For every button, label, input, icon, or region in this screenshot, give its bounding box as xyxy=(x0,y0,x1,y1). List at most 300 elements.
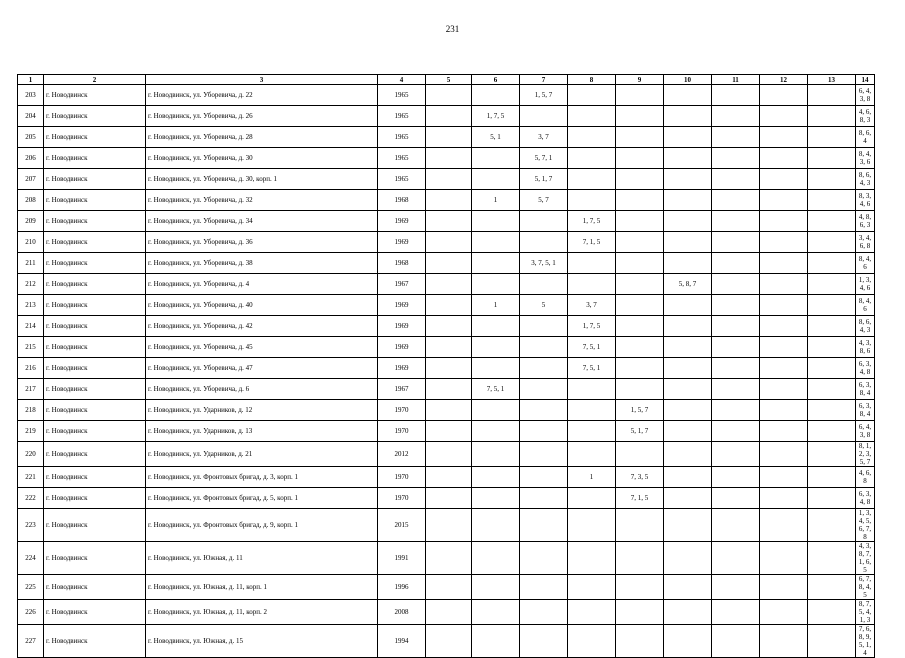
column-number-header-row xyxy=(18,75,875,85)
col12-cell xyxy=(760,379,808,400)
col12-cell xyxy=(760,295,808,316)
col8-cell xyxy=(568,253,616,274)
col8-cell: 7, 1, 5 xyxy=(568,232,616,253)
col11-cell xyxy=(712,106,760,127)
row-number: 220 xyxy=(18,442,44,467)
col11-cell xyxy=(712,442,760,467)
col10-cell xyxy=(664,421,712,442)
col6-cell xyxy=(472,400,520,421)
year-cell: 1965 xyxy=(378,106,426,127)
col11-cell xyxy=(712,509,760,542)
col8-cell: 1, 7, 5 xyxy=(568,211,616,232)
col12-cell xyxy=(760,400,808,421)
col9-cell xyxy=(616,106,664,127)
col11-cell xyxy=(712,85,760,106)
col6-cell xyxy=(472,148,520,169)
col12-cell xyxy=(760,169,808,190)
col9-cell xyxy=(616,85,664,106)
col12-cell xyxy=(760,509,808,542)
col7-cell xyxy=(520,421,568,442)
col13-cell xyxy=(808,625,856,658)
housing-register-table xyxy=(17,74,875,658)
col5-cell xyxy=(426,509,472,542)
col9-cell xyxy=(616,337,664,358)
col10-cell xyxy=(664,488,712,509)
city-cell: г. Новодвинск xyxy=(44,600,146,625)
col9-cell xyxy=(616,575,664,600)
col6-cell: 1 xyxy=(472,190,520,211)
table-row xyxy=(18,509,875,542)
col11-cell xyxy=(712,295,760,316)
col11-cell xyxy=(712,379,760,400)
address-cell: г. Новодвинск, ул. Ударников, д. 12 xyxy=(146,400,378,421)
year-cell: 1969 xyxy=(378,358,426,379)
city-cell: г. Новодвинск xyxy=(44,509,146,542)
city-cell: г. Новодвинск xyxy=(44,358,146,379)
col14-cell: 8, 6, 4, 3 xyxy=(856,316,875,337)
col14-cell: 8, 6, 4, 3 xyxy=(856,169,875,190)
year-cell: 1967 xyxy=(378,274,426,295)
col5-cell xyxy=(426,232,472,253)
column-header-4: 4 xyxy=(378,75,426,85)
city-cell: г. Новодвинск xyxy=(44,337,146,358)
address-cell: г. Новодвинск, ул. Уборевича, д. 47 xyxy=(146,358,378,379)
col13-cell xyxy=(808,488,856,509)
col13-cell xyxy=(808,337,856,358)
year-cell: 1970 xyxy=(378,488,426,509)
col14-cell: 8, 4, 6 xyxy=(856,253,875,274)
col5-cell xyxy=(426,379,472,400)
table-row xyxy=(18,253,875,274)
col8-cell xyxy=(568,190,616,211)
col11-cell xyxy=(712,127,760,148)
city-cell: г. Новодвинск xyxy=(44,85,146,106)
row-number: 211 xyxy=(18,253,44,274)
col14-cell: 6, 7, 8, 4, 5 xyxy=(856,575,875,600)
col11-cell xyxy=(712,600,760,625)
col5-cell xyxy=(426,442,472,467)
col7-cell xyxy=(520,337,568,358)
col10-cell xyxy=(664,542,712,575)
col11-cell xyxy=(712,467,760,488)
col6-cell: 1 xyxy=(472,295,520,316)
city-cell: г. Новодвинск xyxy=(44,169,146,190)
col13-cell xyxy=(808,379,856,400)
year-cell: 1968 xyxy=(378,253,426,274)
table-row xyxy=(18,542,875,575)
col13-cell xyxy=(808,509,856,542)
col8-cell xyxy=(568,127,616,148)
col14-cell: 6, 3, 4, 8 xyxy=(856,488,875,509)
row-number: 219 xyxy=(18,421,44,442)
table-row xyxy=(18,85,875,106)
col7-cell: 5 xyxy=(520,295,568,316)
col9-cell xyxy=(616,211,664,232)
table-row xyxy=(18,127,875,148)
col5-cell xyxy=(426,85,472,106)
col12-cell xyxy=(760,337,808,358)
col13-cell xyxy=(808,442,856,467)
city-cell: г. Новодвинск xyxy=(44,190,146,211)
year-cell: 1970 xyxy=(378,467,426,488)
table-row xyxy=(18,148,875,169)
col12-cell xyxy=(760,190,808,211)
year-cell: 1965 xyxy=(378,169,426,190)
col8-cell xyxy=(568,442,616,467)
col6-cell xyxy=(472,542,520,575)
year-cell: 1996 xyxy=(378,575,426,600)
column-header-13: 13 xyxy=(808,75,856,85)
col9-cell: 7, 3, 5 xyxy=(616,467,664,488)
address-cell: г. Новодвинск, ул. Южная, д. 11 xyxy=(146,542,378,575)
col6-cell xyxy=(472,274,520,295)
col10-cell xyxy=(664,253,712,274)
row-number: 225 xyxy=(18,575,44,600)
col6-cell: 7, 5, 1 xyxy=(472,379,520,400)
row-number: 207 xyxy=(18,169,44,190)
col13-cell xyxy=(808,190,856,211)
col8-cell xyxy=(568,509,616,542)
col9-cell xyxy=(616,379,664,400)
col5-cell xyxy=(426,316,472,337)
col9-cell xyxy=(616,509,664,542)
table-row xyxy=(18,467,875,488)
table-row xyxy=(18,379,875,400)
city-cell: г. Новодвинск xyxy=(44,625,146,658)
col10-cell xyxy=(664,358,712,379)
table-row xyxy=(18,400,875,421)
col10-cell xyxy=(664,148,712,169)
col5-cell xyxy=(426,169,472,190)
year-cell: 1969 xyxy=(378,211,426,232)
column-header-14: 14 xyxy=(856,75,875,85)
col11-cell xyxy=(712,232,760,253)
address-cell: г. Новодвинск, ул. Уборевича, д. 40 xyxy=(146,295,378,316)
col6-cell xyxy=(472,467,520,488)
col5-cell xyxy=(426,625,472,658)
col12-cell xyxy=(760,148,808,169)
col11-cell xyxy=(712,488,760,509)
col13-cell xyxy=(808,421,856,442)
col9-cell: 1, 5, 7 xyxy=(616,400,664,421)
col14-cell: 6, 3, 8, 4 xyxy=(856,379,875,400)
row-number: 222 xyxy=(18,488,44,509)
col5-cell xyxy=(426,148,472,169)
col6-cell xyxy=(472,232,520,253)
col12-cell xyxy=(760,600,808,625)
row-number: 217 xyxy=(18,379,44,400)
col7-cell: 5, 7 xyxy=(520,190,568,211)
col8-cell xyxy=(568,169,616,190)
table-row xyxy=(18,190,875,211)
col10-cell xyxy=(664,379,712,400)
col8-cell xyxy=(568,85,616,106)
col6-cell xyxy=(472,509,520,542)
address-cell: г. Новодвинск, ул. Уборевича, д. 45 xyxy=(146,337,378,358)
address-cell: г. Новодвинск, ул. Ударников, д. 21 xyxy=(146,442,378,467)
row-number: 223 xyxy=(18,509,44,542)
address-cell: г. Новодвинск, ул. Уборевича, д. 4 xyxy=(146,274,378,295)
year-cell: 1970 xyxy=(378,421,426,442)
table-row xyxy=(18,232,875,253)
table-row xyxy=(18,337,875,358)
col8-cell xyxy=(568,421,616,442)
row-number: 226 xyxy=(18,600,44,625)
col11-cell xyxy=(712,542,760,575)
year-cell: 2015 xyxy=(378,509,426,542)
col7-cell xyxy=(520,400,568,421)
col11-cell xyxy=(712,148,760,169)
col7-cell xyxy=(520,542,568,575)
col14-cell: 8, 6, 4 xyxy=(856,127,875,148)
col7-cell xyxy=(520,442,568,467)
row-number: 227 xyxy=(18,625,44,658)
row-number: 216 xyxy=(18,358,44,379)
col13-cell xyxy=(808,467,856,488)
col6-cell: 5, 1 xyxy=(472,127,520,148)
col6-cell xyxy=(472,358,520,379)
col10-cell xyxy=(664,442,712,467)
col9-cell xyxy=(616,274,664,295)
col12-cell xyxy=(760,467,808,488)
col8-cell xyxy=(568,600,616,625)
year-cell: 1991 xyxy=(378,542,426,575)
column-header-6: 6 xyxy=(472,75,520,85)
col7-cell xyxy=(520,316,568,337)
table-row xyxy=(18,625,875,658)
col10-cell xyxy=(664,190,712,211)
col8-cell xyxy=(568,106,616,127)
address-cell: г. Новодвинск, ул. Фронтовых бригад, д. 9, корп. 1 xyxy=(146,509,378,542)
city-cell: г. Новодвинск xyxy=(44,442,146,467)
address-cell: г. Новодвинск, ул. Фронтовых бригад, д. 5, корп. 1 xyxy=(146,488,378,509)
col9-cell: 5, 1, 7 xyxy=(616,421,664,442)
col11-cell xyxy=(712,253,760,274)
page-number: 231 xyxy=(445,24,460,34)
col6-cell xyxy=(472,253,520,274)
col6-cell xyxy=(472,337,520,358)
col6-cell xyxy=(472,625,520,658)
address-cell: г. Новодвинск, ул. Уборевича, д. 32 xyxy=(146,190,378,211)
city-cell: г. Новодвинск xyxy=(44,211,146,232)
col9-cell xyxy=(616,232,664,253)
col13-cell xyxy=(808,295,856,316)
col8-cell xyxy=(568,379,616,400)
col14-cell: 8, 3, 4, 6 xyxy=(856,190,875,211)
row-number: 205 xyxy=(18,127,44,148)
column-header-10: 10 xyxy=(664,75,712,85)
col12-cell xyxy=(760,488,808,509)
row-number: 212 xyxy=(18,274,44,295)
address-cell: г. Новодвинск, ул. Уборевича, д. 36 xyxy=(146,232,378,253)
col11-cell xyxy=(712,169,760,190)
address-cell: г. Новодвинск, ул. Уборевича, д. 42 xyxy=(146,316,378,337)
col6-cell xyxy=(472,575,520,600)
table-row xyxy=(18,106,875,127)
address-cell: г. Новодвинск, ул. Уборевича, д. 26 xyxy=(146,106,378,127)
col13-cell xyxy=(808,600,856,625)
column-header-12: 12 xyxy=(760,75,808,85)
column-header-2: 2 xyxy=(44,75,146,85)
table-row xyxy=(18,274,875,295)
row-number: 213 xyxy=(18,295,44,316)
year-cell: 2008 xyxy=(378,600,426,625)
col9-cell xyxy=(616,358,664,379)
col7-cell: 1, 5, 7 xyxy=(520,85,568,106)
row-number: 206 xyxy=(18,148,44,169)
col6-cell xyxy=(472,211,520,232)
col12-cell xyxy=(760,421,808,442)
year-cell: 1969 xyxy=(378,232,426,253)
year-cell: 1969 xyxy=(378,337,426,358)
col7-cell xyxy=(520,600,568,625)
year-cell: 1965 xyxy=(378,85,426,106)
col14-cell: 1, 3, 4, 6 xyxy=(856,274,875,295)
address-cell: г. Новодвинск, ул. Уборевича, д. 30 xyxy=(146,148,378,169)
col14-cell: 4, 6, 8 xyxy=(856,467,875,488)
row-number: 214 xyxy=(18,316,44,337)
row-number: 218 xyxy=(18,400,44,421)
row-number: 208 xyxy=(18,190,44,211)
city-cell: г. Новодвинск xyxy=(44,127,146,148)
col14-cell: 8, 1, 2, 3, 5, 7 xyxy=(856,442,875,467)
year-cell: 1994 xyxy=(378,625,426,658)
col10-cell xyxy=(664,600,712,625)
col5-cell xyxy=(426,127,472,148)
city-cell: г. Новодвинск xyxy=(44,379,146,400)
row-number: 215 xyxy=(18,337,44,358)
col7-cell xyxy=(520,232,568,253)
col14-cell: 4, 3, 8, 7, 1, 6, 5 xyxy=(856,542,875,575)
address-cell: г. Новодвинск, ул. Уборевича, д. 30, корп. 1 xyxy=(146,169,378,190)
row-number: 203 xyxy=(18,85,44,106)
col7-cell xyxy=(520,274,568,295)
row-number: 221 xyxy=(18,467,44,488)
col7-cell xyxy=(520,625,568,658)
col9-cell xyxy=(616,190,664,211)
col13-cell xyxy=(808,316,856,337)
col5-cell xyxy=(426,488,472,509)
address-cell: г. Новодвинск, ул. Южная, д. 15 xyxy=(146,625,378,658)
col10-cell xyxy=(664,127,712,148)
col14-cell: 4, 8, 6, 3 xyxy=(856,211,875,232)
col14-cell: 7, 6, 8, 9, 5, 1, 4 xyxy=(856,625,875,658)
col13-cell xyxy=(808,400,856,421)
col11-cell xyxy=(712,625,760,658)
col14-cell: 4, 6, 8, 3 xyxy=(856,106,875,127)
col10-cell xyxy=(664,467,712,488)
col12-cell xyxy=(760,274,808,295)
col10-cell xyxy=(664,400,712,421)
col10-cell xyxy=(664,232,712,253)
year-cell: 1967 xyxy=(378,379,426,400)
address-cell: г. Новодвинск, ул. Уборевича, д. 6 xyxy=(146,379,378,400)
col8-cell: 1, 7, 5 xyxy=(568,316,616,337)
column-header-9: 9 xyxy=(616,75,664,85)
col7-cell xyxy=(520,488,568,509)
column-header-3: 3 xyxy=(146,75,378,85)
col12-cell xyxy=(760,316,808,337)
col14-cell: 6, 3, 8, 4 xyxy=(856,400,875,421)
col9-cell xyxy=(616,148,664,169)
col5-cell xyxy=(426,295,472,316)
column-header-5: 5 xyxy=(426,75,472,85)
city-cell: г. Новодвинск xyxy=(44,232,146,253)
col14-cell: 8, 7, 5, 4, 1, 3 xyxy=(856,600,875,625)
table-row xyxy=(18,169,875,190)
col11-cell xyxy=(712,400,760,421)
col11-cell xyxy=(712,211,760,232)
col13-cell xyxy=(808,148,856,169)
column-header-7: 7 xyxy=(520,75,568,85)
col6-cell: 1, 7, 5 xyxy=(472,106,520,127)
year-cell: 1970 xyxy=(378,400,426,421)
row-number: 210 xyxy=(18,232,44,253)
col10-cell xyxy=(664,509,712,542)
col11-cell xyxy=(712,421,760,442)
col5-cell xyxy=(426,337,472,358)
row-number: 209 xyxy=(18,211,44,232)
col8-cell xyxy=(568,488,616,509)
col7-cell xyxy=(520,509,568,542)
col9-cell xyxy=(616,127,664,148)
city-cell: г. Новодвинск xyxy=(44,316,146,337)
column-header-8: 8 xyxy=(568,75,616,85)
col12-cell xyxy=(760,253,808,274)
address-cell: г. Новодвинск, ул. Фронтовых бригад, д. 3, корп. 1 xyxy=(146,467,378,488)
col10-cell xyxy=(664,169,712,190)
col12-cell xyxy=(760,127,808,148)
col14-cell: 8, 4, 3, 6 xyxy=(856,148,875,169)
col11-cell xyxy=(712,358,760,379)
col5-cell xyxy=(426,542,472,575)
col14-cell: 6, 3, 4, 8 xyxy=(856,358,875,379)
col10-cell: 5, 8, 7 xyxy=(664,274,712,295)
col13-cell xyxy=(808,106,856,127)
year-cell: 1969 xyxy=(378,316,426,337)
col5-cell xyxy=(426,106,472,127)
col8-cell xyxy=(568,575,616,600)
column-header-11: 11 xyxy=(712,75,760,85)
address-cell: г. Новодвинск, ул. Южная, д. 11, корп. 1 xyxy=(146,575,378,600)
col6-cell xyxy=(472,488,520,509)
table-row xyxy=(18,575,875,600)
city-cell: г. Новодвинск xyxy=(44,542,146,575)
address-cell: г. Новодвинск, ул. Уборевича, д. 22 xyxy=(146,85,378,106)
col8-cell: 7, 5, 1 xyxy=(568,337,616,358)
col14-cell: 3, 4, 6, 8 xyxy=(856,232,875,253)
table-row xyxy=(18,600,875,625)
col12-cell xyxy=(760,575,808,600)
col9-cell xyxy=(616,442,664,467)
col6-cell xyxy=(472,316,520,337)
city-cell: г. Новодвинск xyxy=(44,575,146,600)
col5-cell xyxy=(426,274,472,295)
city-cell: г. Новодвинск xyxy=(44,400,146,421)
col7-cell xyxy=(520,358,568,379)
row-number: 204 xyxy=(18,106,44,127)
city-cell: г. Новодвинск xyxy=(44,488,146,509)
table-row xyxy=(18,421,875,442)
address-cell: г. Новодвинск, ул. Уборевича, д. 28 xyxy=(146,127,378,148)
col7-cell xyxy=(520,467,568,488)
col14-cell: 4, 3, 8, 6 xyxy=(856,337,875,358)
col13-cell xyxy=(808,542,856,575)
col13-cell xyxy=(808,358,856,379)
col5-cell xyxy=(426,400,472,421)
col12-cell xyxy=(760,211,808,232)
col9-cell xyxy=(616,295,664,316)
